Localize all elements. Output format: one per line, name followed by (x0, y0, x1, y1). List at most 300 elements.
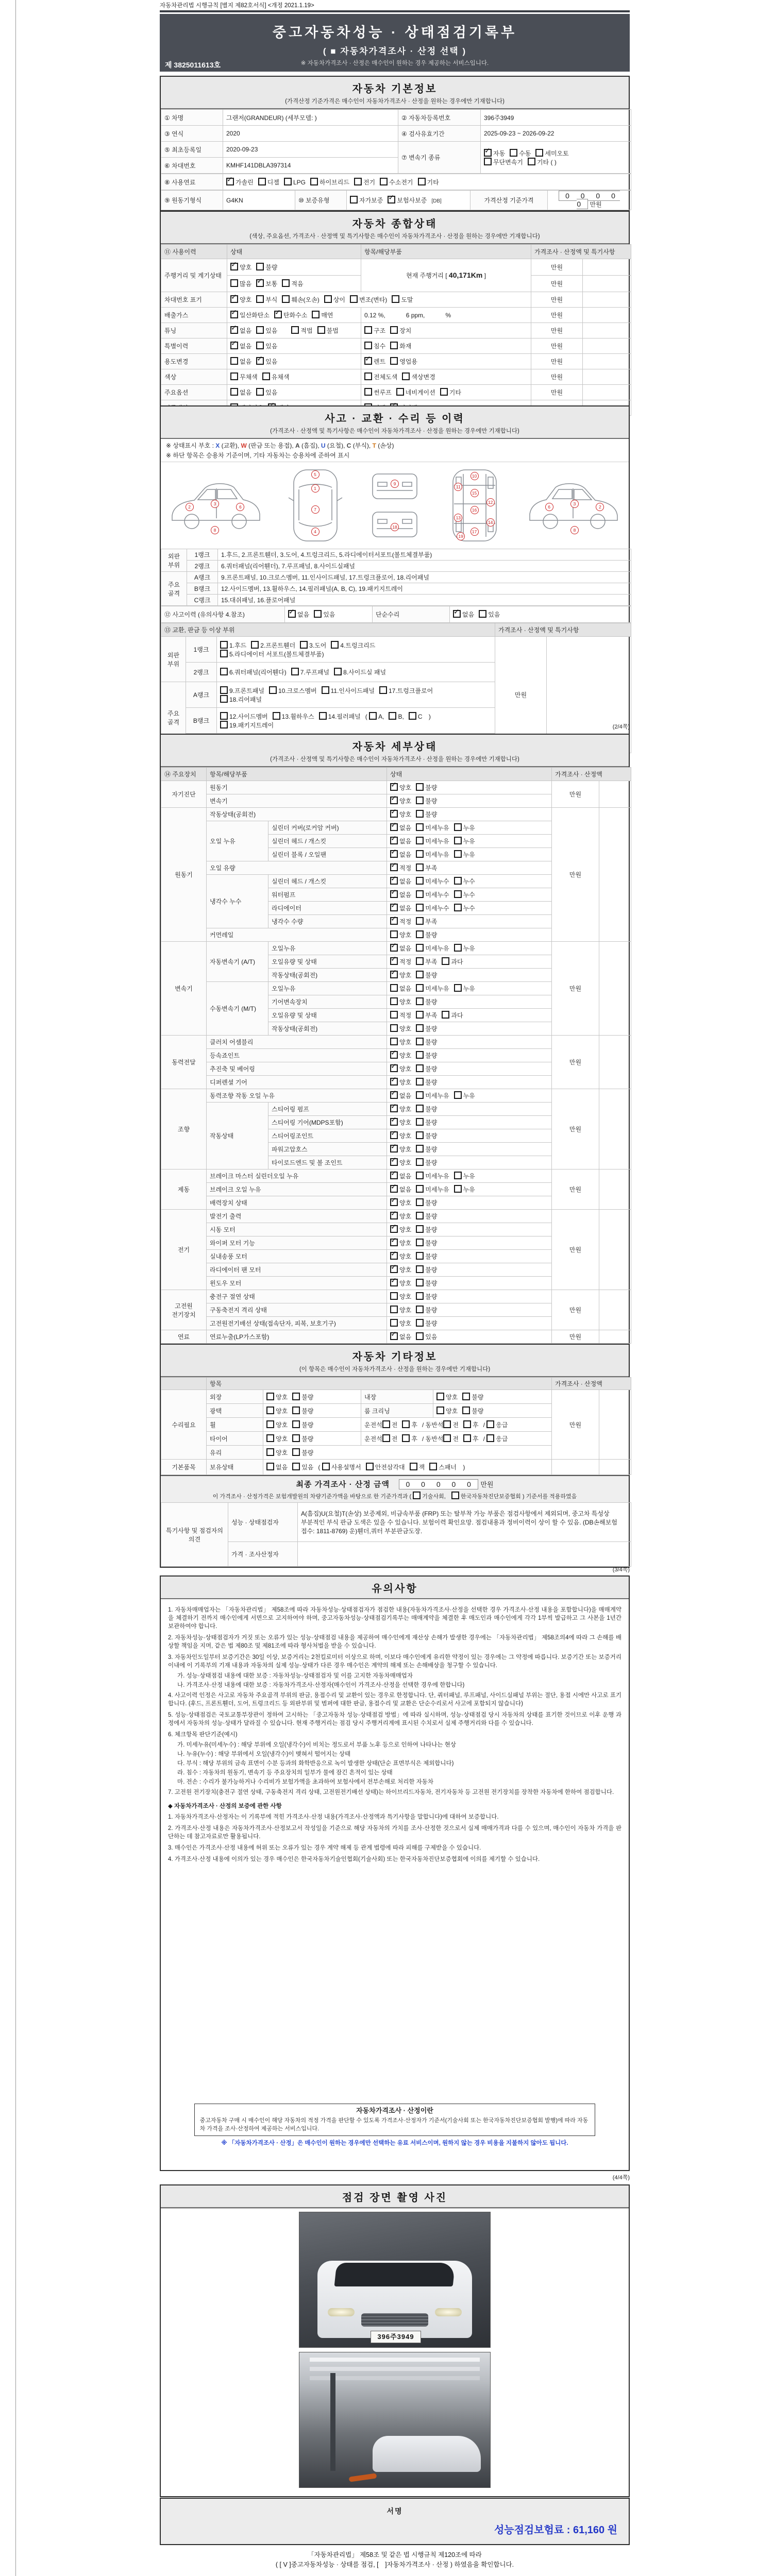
checkbox[interactable] (416, 1131, 424, 1139)
checkbox[interactable] (258, 178, 266, 185)
option-label: 누수 (463, 891, 475, 899)
checkbox[interactable] (390, 1051, 398, 1059)
checkbox[interactable] (266, 1434, 274, 1442)
checkbox[interactable] (364, 326, 372, 334)
checkbox-option (416, 1145, 437, 1154)
cell-text: 자동변속기 (A/T) (210, 958, 255, 965)
checkbox[interactable] (416, 1158, 424, 1166)
table-cell (481, 110, 631, 126)
checkbox[interactable] (390, 930, 398, 938)
cell-text: 0.12 %, (364, 311, 385, 319)
checkbox[interactable] (454, 890, 462, 898)
table-cell (268, 982, 387, 995)
checkbox-option (416, 1172, 449, 1180)
checkbox[interactable] (416, 877, 424, 885)
checkbox[interactable] (390, 837, 398, 844)
option-label: 양호 (399, 1159, 412, 1166)
checkbox[interactable] (416, 1011, 424, 1019)
checkbox[interactable] (230, 311, 238, 318)
checkbox[interactable] (292, 1406, 300, 1414)
checkbox[interactable] (443, 1434, 451, 1442)
checkbox[interactable] (416, 783, 424, 791)
option-label: 없음 (399, 838, 412, 845)
checkbox[interactable] (416, 904, 424, 911)
checkbox[interactable] (416, 837, 424, 844)
table-cell (583, 308, 631, 323)
checkbox[interactable] (266, 1463, 274, 1470)
checkbox[interactable] (402, 1434, 410, 1442)
checkbox[interactable] (230, 263, 238, 270)
checkbox[interactable] (486, 1434, 494, 1442)
checkbox[interactable] (390, 1118, 398, 1126)
option-label: 수소전기 (389, 178, 413, 186)
checkbox[interactable] (454, 823, 462, 831)
checkbox-option (416, 1225, 437, 1234)
checkbox[interactable] (314, 610, 322, 618)
checkbox[interactable] (451, 1492, 459, 1499)
checkbox[interactable] (390, 971, 398, 978)
checkbox[interactable] (454, 904, 462, 911)
checkbox[interactable] (454, 944, 462, 952)
checkbox[interactable] (390, 1131, 398, 1139)
checkbox[interactable] (292, 1420, 300, 1428)
price-box-body: 중고자동차 구매 시 매수인이 해당 자동차의 적정 가격을 판단할 수 있도록 가격조사·산정자가 기준서(기술사회 또는 한국자동차진단보증협회 발행)에 따라 자동차 가격을 조사·산정하여 제공하는 서비스입니다. (199, 2117, 589, 2132)
checkbox[interactable] (230, 326, 238, 334)
table-cell (531, 245, 631, 259)
cell-text: 만원 (550, 327, 563, 334)
checkbox[interactable] (390, 850, 398, 858)
checkbox[interactable] (230, 372, 238, 380)
checkbox[interactable] (440, 388, 448, 396)
option-label: 없음 (399, 891, 412, 899)
checkbox[interactable] (462, 1393, 470, 1400)
option-label: 9.프론트패널 (229, 687, 264, 694)
checkbox[interactable] (390, 1319, 398, 1327)
checkbox[interactable] (256, 388, 264, 396)
checkbox[interactable] (317, 326, 325, 334)
checkbox[interactable] (354, 178, 362, 185)
checkbox[interactable] (416, 1265, 424, 1273)
table-cell (207, 768, 387, 781)
checkbox[interactable] (392, 295, 399, 303)
checkbox[interactable] (463, 1434, 471, 1442)
cell-text: 추진축 및 베어링 (210, 1065, 255, 1073)
checkbox[interactable] (416, 890, 424, 898)
checkbox[interactable] (486, 1420, 494, 1428)
damage-mark-number: 11 (454, 483, 462, 491)
checkbox[interactable] (390, 1306, 398, 1313)
damage-mark-number: 8 (570, 526, 579, 534)
checkbox[interactable] (390, 1279, 398, 1286)
checkbox[interactable] (266, 1393, 274, 1400)
checkbox[interactable] (322, 686, 329, 694)
checkbox[interactable] (324, 295, 332, 303)
table-cell (223, 158, 398, 174)
checkbox[interactable] (256, 326, 264, 334)
checkbox-option (220, 695, 262, 704)
checkbox[interactable] (312, 311, 320, 318)
checkbox[interactable] (416, 1319, 424, 1327)
checkbox[interactable] (390, 1145, 398, 1153)
checkbox[interactable] (390, 1212, 398, 1219)
table-cell (387, 1317, 552, 1330)
checkbox[interactable] (416, 1185, 424, 1193)
checkbox[interactable] (390, 1011, 398, 1019)
checkbox[interactable] (256, 295, 264, 303)
checkbox[interactable] (262, 372, 270, 380)
checkbox[interactable] (310, 178, 318, 185)
checkbox[interactable] (366, 1463, 374, 1470)
checkbox[interactable] (410, 1463, 417, 1470)
checkbox[interactable] (416, 1212, 424, 1219)
checkbox[interactable] (416, 1198, 424, 1206)
checkbox[interactable] (390, 326, 398, 334)
checkbox-option (416, 1265, 437, 1274)
checkbox-option (416, 1319, 437, 1328)
cell-text: 변속기 (210, 798, 228, 805)
page-marker-3: (3/4쪽) (612, 1567, 630, 1573)
checkbox[interactable] (291, 668, 299, 675)
option-label: 있음 (301, 1464, 314, 1471)
checkbox[interactable] (369, 712, 377, 720)
checkbox[interactable] (436, 1406, 444, 1414)
checkbox[interactable] (416, 930, 424, 938)
passenger-car-note: ※ 하단 항목은 승용차 기준이며, 기타 자동차는 승용차에 준하여 표시 (166, 452, 350, 459)
checkbox-option (390, 1024, 411, 1033)
checkbox[interactable] (416, 1024, 424, 1032)
checkbox[interactable] (402, 1420, 410, 1428)
cell-text: 실린더 헤드 / 개스킷 (272, 878, 327, 885)
checkbox[interactable] (416, 1105, 424, 1112)
checkbox[interactable] (251, 641, 259, 649)
checkbox[interactable] (220, 668, 228, 675)
checkbox[interactable] (396, 388, 404, 396)
status-code-legend (161, 439, 629, 451)
option-label: 훼손(오손) (291, 296, 320, 303)
checkbox[interactable] (416, 863, 424, 871)
checkbox[interactable] (390, 796, 398, 804)
checkbox[interactable] (331, 641, 339, 649)
cell-text: 만원 (550, 312, 563, 319)
table-cell (599, 808, 631, 942)
checkbox[interactable] (364, 357, 372, 365)
checkbox[interactable] (390, 984, 398, 992)
table-cell (531, 308, 583, 323)
checkbox-option (291, 668, 329, 676)
checkbox[interactable] (300, 641, 308, 649)
checkbox[interactable] (416, 1145, 424, 1153)
checkbox[interactable] (416, 917, 424, 925)
checkbox[interactable] (416, 944, 424, 952)
checkbox[interactable] (416, 1225, 424, 1233)
checkbox[interactable] (390, 1225, 398, 1233)
checkbox-option (416, 1118, 437, 1127)
checkbox[interactable] (390, 1252, 398, 1260)
checkbox[interactable] (390, 997, 398, 1005)
checkbox[interactable] (416, 1064, 424, 1072)
checkbox[interactable] (390, 877, 398, 885)
checkbox[interactable] (382, 1420, 390, 1428)
checkbox[interactable] (269, 686, 277, 694)
checkbox[interactable] (390, 1332, 398, 1340)
checkbox-option (416, 1279, 437, 1287)
checkbox[interactable] (390, 1292, 398, 1300)
checkbox[interactable] (379, 686, 387, 694)
table-cell (361, 308, 531, 323)
checkbox[interactable] (220, 721, 228, 728)
checkbox[interactable] (390, 1239, 398, 1246)
checkbox[interactable] (463, 1420, 471, 1428)
table-cell (161, 637, 186, 682)
checkbox[interactable] (256, 357, 264, 365)
checkbox[interactable] (442, 1011, 449, 1019)
checkbox[interactable] (256, 263, 264, 270)
checkbox[interactable] (390, 1172, 398, 1179)
checkbox[interactable] (334, 668, 342, 675)
notice-paragraph: 라. 침수 : 자동차의 원동기, 변속기 등 주요장치의 일부가 물에 잠긴 흔적이 있는 상태 (177, 1770, 393, 1776)
cell-text: 외판 부위 (167, 552, 180, 569)
checkbox-option (292, 1406, 313, 1415)
damage-mark-number: 1 (311, 484, 320, 493)
checkbox-option (379, 686, 433, 695)
checkbox[interactable] (282, 279, 290, 287)
checkbox[interactable] (416, 957, 424, 965)
checkbox[interactable] (416, 1038, 424, 1045)
checkbox[interactable] (479, 610, 486, 618)
checkbox[interactable] (416, 850, 424, 858)
checkbox-option (429, 1463, 457, 1471)
checkbox[interactable] (416, 997, 424, 1005)
checkbox[interactable] (535, 149, 543, 157)
checkbox[interactable] (220, 641, 228, 649)
cell-text: 만원 (569, 1126, 582, 1133)
checkbox[interactable] (266, 1406, 274, 1414)
checkbox[interactable] (273, 712, 280, 720)
checkbox[interactable] (528, 158, 535, 165)
checkbox[interactable] (364, 372, 372, 380)
checkbox[interactable] (390, 863, 398, 871)
checkbox[interactable] (322, 1463, 330, 1470)
checkbox[interactable] (388, 196, 395, 204)
inspection-photo-garage (299, 2352, 491, 2488)
checkbox[interactable] (266, 1420, 274, 1428)
option-label: 불량 (425, 784, 438, 791)
option-label: 양호 (446, 1407, 458, 1415)
checkbox[interactable] (413, 1492, 421, 1499)
option-label: 한국자동차진단보증협회 (460, 1494, 521, 1500)
checkbox[interactable] (416, 1051, 424, 1059)
checkbox[interactable] (416, 1306, 424, 1313)
table-cell (387, 1196, 552, 1210)
cell-text: 제동 (177, 1186, 190, 1193)
checkbox[interactable] (292, 1393, 300, 1400)
checkbox[interactable] (453, 610, 461, 618)
checkbox[interactable] (274, 311, 282, 318)
checkbox[interactable] (416, 1332, 424, 1340)
checkbox[interactable] (292, 1434, 300, 1442)
checkbox[interactable] (454, 1091, 462, 1099)
cell-text: A랭크 (193, 691, 210, 699)
checkbox[interactable] (220, 695, 228, 703)
checkbox[interactable] (390, 342, 398, 349)
cell-text: KMHF141DBLA397314 (226, 162, 291, 169)
checkbox[interactable] (409, 712, 416, 720)
table-cell (531, 338, 583, 354)
table-cell (161, 808, 207, 942)
basic-table-1 (161, 109, 631, 174)
checkbox-option (269, 686, 317, 695)
checkbox[interactable] (402, 372, 410, 380)
checkbox[interactable] (350, 196, 358, 204)
checkbox[interactable] (382, 1434, 390, 1442)
checkbox-option (443, 1420, 459, 1429)
option-label: 자동 (493, 149, 506, 157)
checkbox[interactable] (390, 1265, 398, 1273)
table-cell (599, 942, 631, 1036)
car-headlight-right (435, 2308, 462, 2316)
table-cell (398, 110, 481, 126)
checkbox[interactable] (390, 1198, 398, 1206)
checkbox[interactable] (230, 357, 238, 365)
table-cell (207, 1277, 387, 1290)
checkbox[interactable] (454, 1172, 462, 1179)
checkbox-option (288, 610, 309, 619)
checkbox-option (390, 904, 411, 912)
checkbox[interactable] (390, 357, 398, 365)
table-cell (227, 338, 361, 354)
floor-hose (349, 2473, 377, 2482)
checkbox[interactable] (364, 342, 372, 349)
checkbox[interactable] (416, 1172, 424, 1179)
section-basic-info (160, 76, 630, 211)
checkbox[interactable] (390, 783, 398, 791)
checkbox[interactable] (416, 1239, 424, 1246)
checkbox[interactable] (510, 149, 517, 157)
checkbox[interactable] (390, 1064, 398, 1072)
option-label: 불량 (425, 1146, 438, 1153)
checkbox[interactable] (416, 823, 424, 831)
checkbox[interactable] (266, 1448, 274, 1456)
checkbox[interactable] (389, 712, 396, 720)
checkbox[interactable] (292, 1448, 300, 1456)
cell-text: 라디에이터 팬 모터 (210, 1266, 261, 1274)
checkbox[interactable] (390, 1158, 398, 1166)
checkbox[interactable] (390, 890, 398, 898)
checkbox[interactable] (282, 295, 290, 303)
checkbox[interactable] (390, 904, 398, 911)
checkbox[interactable] (436, 1393, 444, 1400)
checkbox[interactable] (220, 686, 228, 694)
checkbox[interactable] (454, 1185, 462, 1193)
checkbox[interactable] (226, 178, 234, 185)
checkbox[interactable] (220, 650, 228, 657)
checkbox[interactable] (416, 984, 424, 992)
checkbox[interactable] (350, 295, 358, 303)
checkbox[interactable] (484, 149, 492, 157)
cell-text: 원동기 (175, 871, 193, 878)
checkbox[interactable] (484, 158, 492, 165)
cell-text: 운전석 (364, 1421, 382, 1429)
checkbox[interactable] (390, 944, 398, 952)
checkbox[interactable] (390, 1185, 398, 1193)
checkbox[interactable] (443, 1420, 451, 1428)
checkbox[interactable] (390, 1038, 398, 1045)
checkbox[interactable] (416, 796, 424, 804)
checkbox[interactable] (390, 823, 398, 831)
checkbox[interactable] (418, 178, 426, 185)
table-cell (227, 276, 361, 292)
checkbox[interactable] (416, 971, 424, 978)
checkbox[interactable] (230, 388, 238, 396)
cell-text: 실린더 블록 / 오일팬 (272, 851, 327, 858)
checkbox[interactable] (256, 342, 264, 349)
option-label: 불량 (425, 1199, 438, 1207)
checkbox[interactable] (416, 1091, 424, 1099)
option-label: LPG (293, 178, 306, 186)
table-cell (207, 1170, 387, 1183)
checkbox[interactable] (390, 1105, 398, 1112)
table-cell (207, 942, 268, 982)
table-cell (361, 1404, 433, 1418)
checkbox[interactable] (416, 810, 424, 818)
checkbox[interactable] (390, 1024, 398, 1032)
checkbox[interactable] (291, 326, 299, 334)
option-label: 없음 (399, 1333, 412, 1341)
checkbox[interactable] (390, 810, 398, 818)
checkbox[interactable] (416, 1292, 424, 1300)
checkbox[interactable] (429, 1463, 437, 1470)
checkbox[interactable] (230, 342, 238, 349)
checkbox[interactable] (454, 984, 462, 992)
checkbox-option (262, 372, 290, 381)
checkbox-option (292, 1434, 313, 1443)
table-cell (207, 1404, 263, 1418)
checkbox[interactable] (364, 388, 372, 396)
checkbox[interactable] (416, 1118, 424, 1126)
cell-text: / 동반석 (422, 1435, 444, 1443)
checkbox[interactable] (230, 279, 238, 287)
checkbox[interactable] (390, 957, 398, 965)
checkbox[interactable] (416, 1078, 424, 1086)
checkbox[interactable] (416, 1279, 424, 1286)
table-cell (161, 1036, 207, 1089)
checkbox[interactable] (292, 1463, 300, 1470)
checkbox[interactable] (284, 178, 292, 185)
checkbox[interactable] (390, 917, 398, 925)
option-label: 양호 (399, 1039, 412, 1046)
cell-text: 6 ppm, (406, 311, 425, 319)
checkbox[interactable] (416, 1252, 424, 1260)
checkbox[interactable] (380, 178, 388, 185)
notice-paragraph: 2. 가격조사·산정 내용은 자동차가격조사·산정보고서 작성일을 기준으로 해당 자동차의 가치를 조사·산정한 것으로서 실제 매매가격과 다를 수 있으며, 매수인이 자동차 가격을 판단하는 데 참고자료로만 활용됩니다. (168, 1825, 621, 1840)
checkbox[interactable] (256, 279, 264, 287)
checkbox[interactable] (288, 610, 296, 618)
checkbox[interactable] (454, 877, 462, 885)
checkbox[interactable] (230, 295, 238, 303)
checkbox-option (390, 823, 411, 832)
checkbox[interactable] (454, 837, 462, 844)
checkbox[interactable] (220, 712, 228, 720)
checkbox[interactable] (462, 1406, 470, 1414)
checkbox[interactable] (319, 712, 327, 720)
cell-text: 스티어링 펌프 (272, 1106, 309, 1113)
cell-text: 15.대쉬패널, 16.플로어패널 (221, 597, 296, 604)
checkbox[interactable] (442, 957, 449, 965)
checkbox[interactable] (390, 1091, 398, 1099)
checkbox[interactable] (390, 1078, 398, 1086)
checkbox[interactable] (454, 850, 462, 858)
cell-text: 라디에이터 (272, 905, 301, 912)
